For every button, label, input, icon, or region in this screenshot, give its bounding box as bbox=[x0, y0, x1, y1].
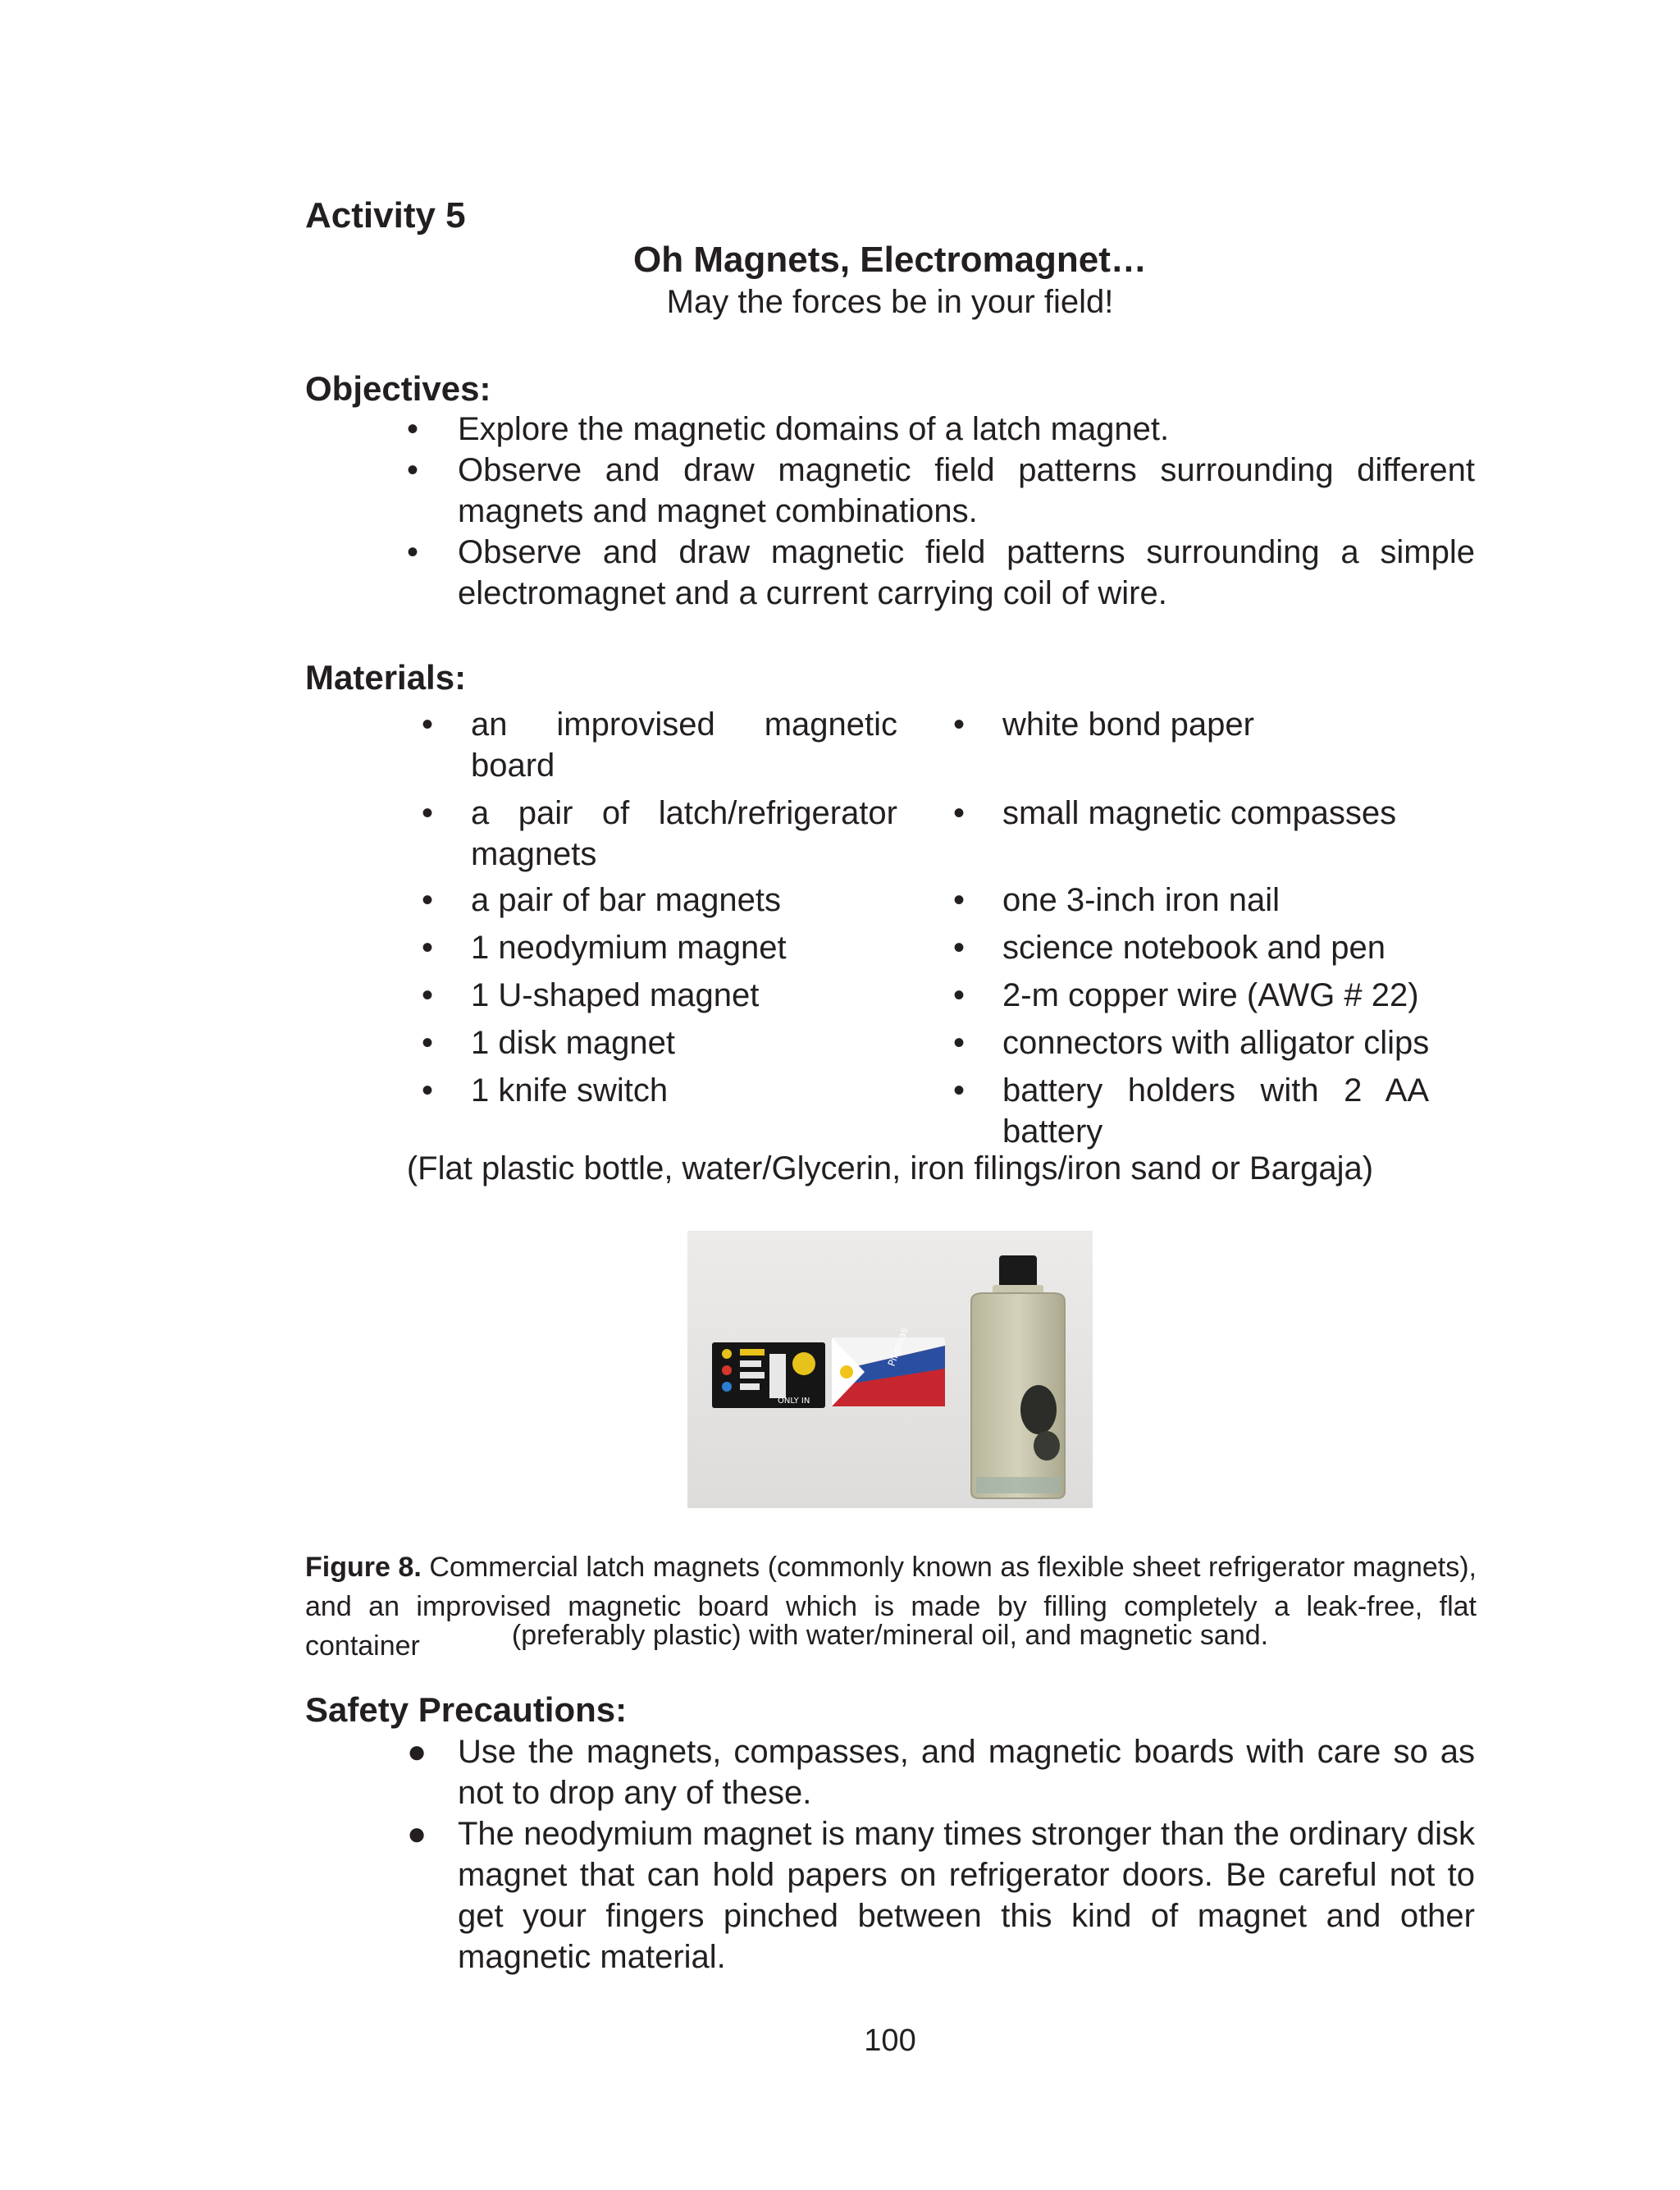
bullet-icon: ● bbox=[407, 1816, 427, 1852]
bullet-icon: • bbox=[422, 1025, 434, 1061]
activity-subtitle: May the forces be in your field! bbox=[666, 284, 1114, 320]
magnets-and-bottle-image bbox=[687, 1231, 1093, 1508]
material-item: • small magnetic compasses bbox=[1002, 793, 1396, 834]
material-item: • white bond paper bbox=[1002, 704, 1254, 745]
safety-heading: Safety Precautions: bbox=[305, 1690, 628, 1729]
material-item: • 1 disk magnet bbox=[471, 1022, 675, 1063]
latch-magnet-flag bbox=[832, 1326, 945, 1406]
bullet-icon: • bbox=[953, 1072, 966, 1109]
bullet-icon: • bbox=[953, 930, 966, 966]
magnet2-text: Pilipinas bbox=[885, 1326, 911, 1369]
figure-caption-last-line: (preferably plastic) with water/mineral oil, and magnetic sand. bbox=[511, 1620, 1269, 1651]
figure-label: Figure 8. bbox=[305, 1552, 422, 1583]
page-number: 100 bbox=[864, 2023, 916, 2058]
bullet-icon: • bbox=[953, 795, 966, 831]
objective-item: • Observe and draw magnetic field patterns surrounding different magnets and magnet combinations. bbox=[458, 450, 1475, 532]
safety-item: ● Use the magnets, compasses, and magnetic boards with care so as not to drop any of these. bbox=[458, 1731, 1475, 1813]
bullet-icon: • bbox=[407, 411, 419, 447]
material-item: • a pair of latch/refrigerator magnets bbox=[471, 793, 897, 875]
material-item: • battery holders with 2 AA battery bbox=[1002, 1070, 1429, 1152]
material-item: • science notebook and pen bbox=[1002, 927, 1386, 968]
material-item: • a pair of bar magnets bbox=[471, 880, 781, 921]
bullet-icon: • bbox=[953, 882, 966, 918]
latch-magnet-black bbox=[712, 1342, 825, 1408]
material-item: • 1 neodymium magnet bbox=[471, 927, 787, 968]
figure-caption-text: Commercial latch magnets (commonly known as flexible sheet refrigerator magnets), and an improvised magnetic board which is made by filling completely a leak-free, flat container bbox=[305, 1552, 1477, 1662]
material-item: • 2-m copper wire (AWG # 22) bbox=[1002, 975, 1419, 1016]
activity-label: Activity 5 bbox=[305, 195, 466, 235]
material-item: • 1 knife switch bbox=[471, 1070, 668, 1111]
material-item: • connectors with alligator clips bbox=[1002, 1022, 1429, 1063]
bullet-icon: • bbox=[953, 706, 966, 743]
material-item: • 1 U-shaped magnet bbox=[471, 975, 759, 1016]
material-item: • one 3-inch iron nail bbox=[1002, 880, 1280, 921]
bullet-icon: • bbox=[407, 534, 419, 570]
magnet1-text: ONLY IN bbox=[778, 1397, 810, 1406]
material-item: • an improvised magnetic board bbox=[471, 704, 897, 786]
objectives-heading: Objectives: bbox=[305, 369, 491, 408]
objective-item: • Explore the magnetic domains of a latch magnet. bbox=[458, 409, 1475, 450]
bullet-icon: • bbox=[422, 882, 434, 918]
bullet-icon: • bbox=[422, 977, 434, 1013]
safety-item: ● The neodymium magnet is many times stronger than the ordinary disk magnet that can hold papers on refrigerator doors. Be careful not to get your fingers pinched between this kind of magnet and other magnetic material. bbox=[458, 1813, 1475, 1977]
bullet-icon: • bbox=[407, 452, 419, 488]
activity-title: Oh Magnets, Electromagnet… bbox=[633, 240, 1147, 280]
bullet-icon: ● bbox=[407, 1734, 427, 1770]
bullet-icon: • bbox=[953, 977, 966, 1013]
figure-photo bbox=[687, 1231, 1093, 1508]
bullet-icon: • bbox=[422, 1072, 434, 1109]
materials-heading: Materials: bbox=[305, 658, 467, 697]
bullet-icon: • bbox=[953, 1025, 966, 1061]
objective-item: • Observe and draw magnetic field patterns surrounding a simple electromagnet and a current carrying coil of wire. bbox=[458, 532, 1475, 614]
objectives-list bbox=[407, 409, 1475, 614]
bullet-icon: • bbox=[422, 930, 434, 966]
bullet-icon: • bbox=[422, 795, 434, 831]
safety-list bbox=[407, 1731, 1475, 1977]
materials-note: (Flat plastic bottle, water/Glycerin, iron filings/iron sand or Bargaja) bbox=[406, 1150, 1374, 1186]
bullet-icon: • bbox=[422, 706, 434, 743]
